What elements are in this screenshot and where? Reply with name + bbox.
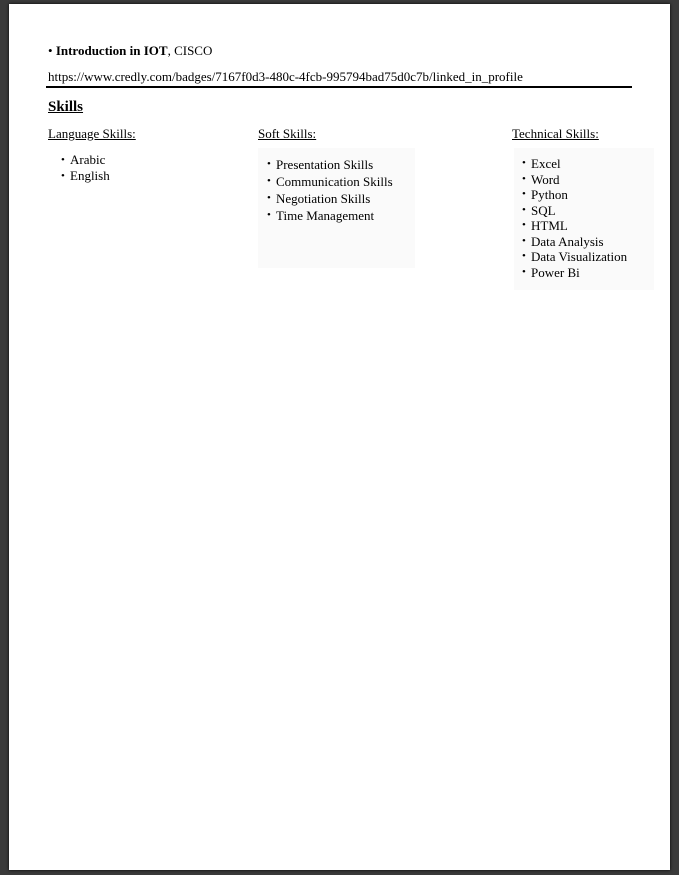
section-divider xyxy=(46,86,632,88)
language-skills-title: Language Skills: xyxy=(48,126,136,141)
list-item: • Python xyxy=(522,187,627,203)
soft-skills-list xyxy=(267,156,393,224)
technical-skills-list xyxy=(522,156,627,280)
list-item: • Data Visualization xyxy=(522,249,627,265)
list-item: • Excel xyxy=(522,156,627,172)
list-item: • Communication Skills xyxy=(267,173,393,190)
course-name: Introduction in IOT xyxy=(55,43,168,58)
list-item: • Time Management xyxy=(267,207,393,224)
language-skills-list xyxy=(61,152,110,184)
list-item: • Data Analysis xyxy=(522,234,627,250)
list-item: • Power Bi xyxy=(522,265,627,281)
certification-entry xyxy=(48,43,212,59)
list-item: • Presentation Skills xyxy=(267,156,393,173)
list-item: • Arabic xyxy=(61,152,110,168)
skills-heading: Skills xyxy=(48,99,84,115)
list-item: • HTML xyxy=(522,218,627,234)
issuer-name: , CISCO xyxy=(167,43,213,58)
list-item: • Word xyxy=(522,172,627,188)
technical-skills-title: Technical Skills: xyxy=(512,126,599,141)
list-item: • English xyxy=(61,168,110,184)
document-page xyxy=(9,4,670,870)
list-item: • SQL xyxy=(522,203,627,219)
soft-skills-title: Soft Skills: xyxy=(258,126,317,141)
credential-url[interactable]: https://www.credly.com/badges/7167f0d3-480c-4fcb-995794bad75d0c7b/linked_in_profile xyxy=(48,69,523,84)
list-item: • Negotiation Skills xyxy=(267,190,393,207)
bullet: • xyxy=(48,43,53,58)
